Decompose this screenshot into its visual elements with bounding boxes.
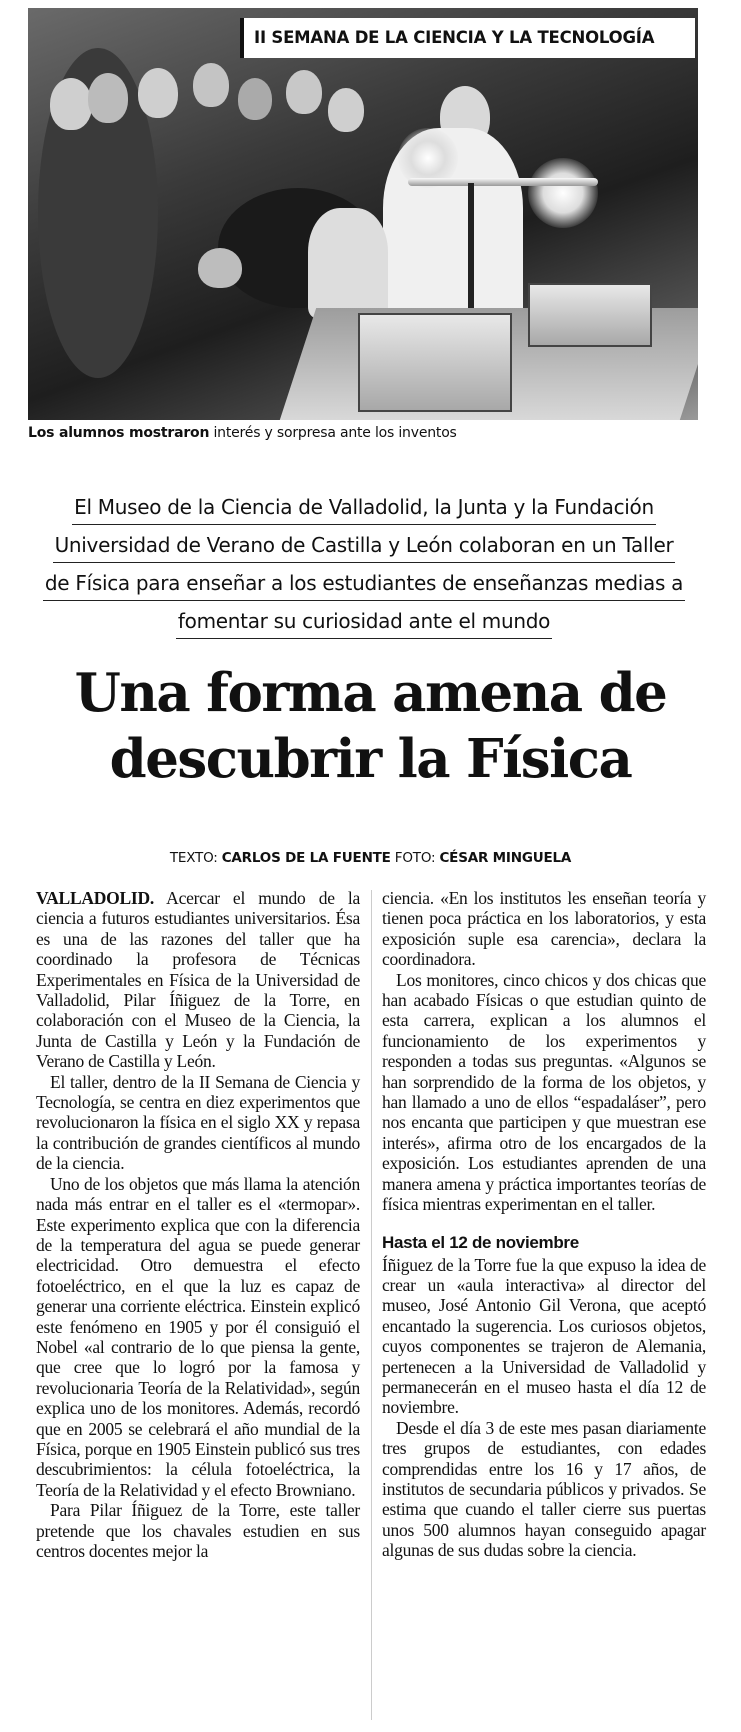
dateline: VALLADOLID.	[36, 888, 154, 908]
headline-line: descubrir la Física	[109, 728, 632, 790]
photo-caption-rest: interés y sorpresa ante los inventos	[209, 425, 457, 441]
article-paragraph: El taller, dentro de la II Semana de Ciencia y Tecnología, se centra en diez experimentos que revolucionaron la física en el siglo XX y repasa la contribución de grandes científicos al mundo de la ciencia.	[36, 1071, 360, 1174]
article-paragraph: Para Pilar Íñiguez de la Torre, este taller pretende que los chavales estudien en sus centros docentes mejor la	[36, 1500, 360, 1561]
article-paragraph: Desde el día 3 de este mes pasan diariamente tres grupos de estudiantes, con edades comprendidas entre los 16 y 17 años, de institutos de secundaria públicos y privados. Se estima que cuando el taller cierre sus puertas unos 500 alumnos hayan conseguido apagar algunas de sus dudas sobre la ciencia.	[382, 1417, 706, 1561]
byline	[0, 850, 741, 866]
subtitle-line: El Museo de la Ciencia de Valladolid, la Junta y la Fundación	[72, 490, 656, 525]
subtitle	[30, 488, 698, 640]
news-photo	[28, 8, 698, 420]
article-paragraph: ciencia. «En los institutos les enseñan teoría y tienen poca práctica en los laboratorios, y esta exposición suple esa carencia», declara la coordinadora.	[382, 888, 706, 970]
photo-caption-bold: Los alumnos mostraron	[28, 425, 210, 441]
photo-caption	[28, 425, 457, 441]
article-column-left	[36, 888, 360, 1561]
subtitle-line: de Física para enseñar a los estudiantes de enseñanzas medias a	[43, 566, 685, 601]
subtitle-line: Universidad de Verano de Castilla y León colaboran en un Taller	[53, 528, 676, 563]
article-column-right	[382, 888, 706, 1561]
byline-text-label: TEXTO:	[169, 850, 222, 866]
article-paragraph	[36, 888, 360, 1072]
byline-photo-label: FOTO:	[390, 850, 440, 866]
byline-photographer: CÉSAR MINGUELA	[439, 850, 572, 866]
article-paragraph: Uno de los objetos que más llama la atención nada más entrar en el taller es el «termopar». Este experimento explica que con la diferencia de la temperatura del agua se puede generar electricidad. Otro demuestra el efecto fotoeléctrico, en el que la luz es capaz de generar una corriente eléctrica. Einstein explicó este fenómeno en 1905 y por él consiguió el Nobel «al contrario de lo que piensa la gente, que cree que lo logró por la famosa y revolucionaria Teoría de la Relatividad», según explica uno de los monitores. Además, recordó que en 2005 se celebrará el año mundial de la Física, porque en 1905 Einstein publicó sus tres descubrimientos: la célula fotoeléctrica, la Teoría de la Relatividad y el efecto Browniano.	[36, 1173, 360, 1500]
section-tag: II SEMANA DE LA CIENCIA Y LA TECNOLOGÍA	[240, 18, 695, 58]
article-paragraph: Los monitores, cinco chicos y dos chicas que han acabado Físicas o que estudian quinto de esta carrera, explican a los alumnos el funcionamiento de los experimentos y responden a todas sus preguntas. «Algunos se han sorprendido de la forma de los objetos, y han llamado a uno de ellos “espadaláser”, pero nos encanta que participen y que muestran ese interés», afirma otro de los encargados de la exposición. Los estudiantes aprenden de una manera amena y práctica importantes teorías de física mientras experimentan en el taller.	[382, 969, 706, 1215]
article-text: Acercar el mundo de la ciencia a futuros estudiantes universitarios. Ésa es una de las razones del taller que ha coordinado la profesora de Técnicas Experimentales en Física de la Universidad de Valladolid, Pilar Íñiguez de la Torre, en colaboración con el Museo de la Ciencia, la Junta de Castilla y León y la Fundación de Verano de Castilla y León.	[36, 888, 360, 1072]
article-subhead: Hasta el 12 de noviembre	[382, 1232, 579, 1252]
subtitle-line: fomentar su curiosidad ante el mundo	[176, 604, 552, 639]
column-divider	[371, 890, 372, 1720]
headline-line: Una forma amena de	[74, 662, 667, 724]
headline	[0, 660, 741, 792]
byline-author: CARLOS DE LA FUENTE	[221, 850, 391, 866]
article-paragraph: Íñiguez de la Torre fue la que expuso la idea de crear un «aula interactiva» al director del museo, José Antonio Gil Verona, que aceptó encantado la sugerencia. Los curiosos objetos, cuyos componentes se trajeron de Alemania, pertenecen a la Universidad de Valladolid y permanecerán en el museo hasta el día 12 de noviembre.	[382, 1254, 706, 1418]
